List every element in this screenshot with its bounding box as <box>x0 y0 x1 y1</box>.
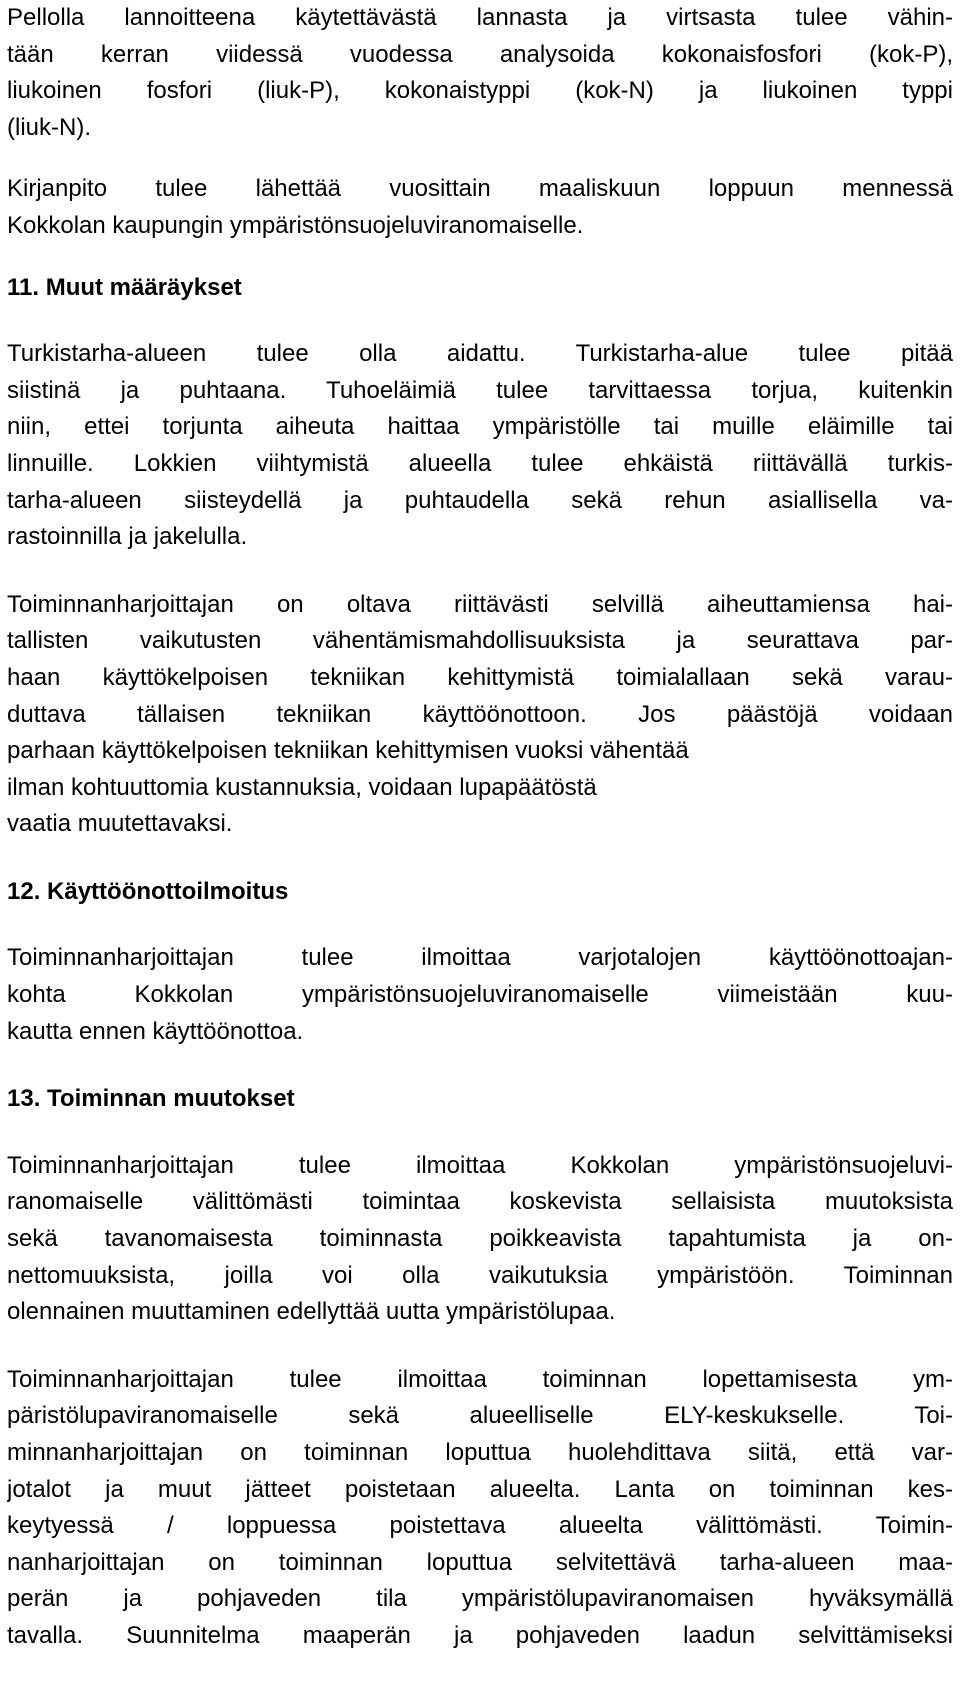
text-line: minnanharjoittajan on toiminnan loputtua huolehdittava siitä, että var- <box>7 1439 953 1466</box>
text-line: (liuk-N). <box>7 113 91 141</box>
text-line: tavalla. Suunnitelma maaperän ja pohjaveden laadun selvittämiseksi <box>7 1621 953 1649</box>
text-line: olennainen muuttaminen edellyttää uutta ympäristölupaa. <box>7 1298 616 1326</box>
paragraph-fencing-cleanliness <box>7 336 953 556</box>
text-line: Toiminnanharjoittajan tulee ilmoittaa varjotalojen käyttöönottoajan- <box>7 944 953 972</box>
paragraph-commissioning-notice <box>7 940 953 1050</box>
text-line: niin, ettei torjunta aiheuta haittaa ympäristölle tai muille eläimille tai <box>7 413 953 441</box>
text-line: keytyessä / loppuessa poistettava alueelta välittömästi. Toimin- <box>7 1512 953 1540</box>
text-line: Kokkolan kaupungin ympäristönsuojeluviranomaiselle. <box>7 211 584 239</box>
text-line: tään kerran viidessä vuodessa analysoida kokonaisfosfori (kok-P), <box>7 40 953 68</box>
text-line: perän ja pohjaveden tila ympäristölupaviranomaisen hyväksymällä <box>7 1585 953 1613</box>
paragraph-bookkeeping <box>7 171 953 244</box>
text-line: tarha-alueen siisteydellä ja puhtaudella sekä rehun asiallisella va- <box>7 486 953 514</box>
paragraph-manure-analysis <box>7 0 953 146</box>
text-line: kautta ennen käyttöönottoa. <box>7 1017 304 1045</box>
section-heading-12: 12. Käyttöönottoilmoitus <box>7 877 289 905</box>
text-line: vaatia muutettavaksi. <box>7 810 233 838</box>
text-line: nettomuuksista, joilla voi olla vaikutuksia ympäristöön. Toiminnan <box>7 1261 953 1289</box>
text-line: parhaan käyttökelpoisen tekniikan kehittymisen vuoksi vähentää <box>7 737 689 765</box>
text-line: Pellolla lannoitteena käytettävästä lannasta ja virtsasta tulee vähin- <box>7 4 953 31</box>
text-line: kohta Kokkolan ympäristönsuojeluviranomaiselle viimeistään kuu- <box>7 981 953 1009</box>
text-line: rastoinnilla ja jakelulla. <box>7 523 248 551</box>
section-heading-11: 11. Muut määräykset <box>7 273 242 301</box>
text-line: jotalot ja muut jätteet poistetaan alueelta. Lanta on toiminnan kes- <box>7 1475 953 1503</box>
paragraph-best-available-technique <box>7 587 953 843</box>
text-line: haan käyttökelpoisen tekniikan kehittymistä toimialallaan sekä varau- <box>7 663 953 691</box>
text-line: Toiminnanharjoittajan on oltava riittävästi selvillä aiheuttamiensa hai- <box>7 590 953 618</box>
text-line: Toiminnanharjoittajan tulee ilmoittaa Kokkolan ympäristönsuojeluvi- <box>7 1151 953 1179</box>
text-line: duttava tällaisen tekniikan käyttöönottoon. Jos päästöjä voidaan <box>7 700 953 728</box>
text-line: nanharjoittajan on toiminnan loputtua selvitettävä tarha-alueen maa- <box>7 1548 953 1576</box>
text-line: Kirjanpito tulee lähettää vuosittain maaliskuun loppuun mennessä <box>7 175 953 203</box>
text-line: liukoinen fosfori (liuk-P), kokonaistyppi (kok-N) ja liukoinen typpi <box>7 77 953 105</box>
paragraph-operation-changes <box>7 1148 953 1331</box>
paragraph-operation-termination <box>7 1362 953 1655</box>
text-line: tallisten vaikutusten vähentämismahdollisuuksista ja seurattava par- <box>7 627 953 655</box>
section-heading-13: 13. Toiminnan muutokset <box>7 1085 295 1113</box>
text-line: ranomaiselle välittömästi toimintaa koskevista sellaisista muutoksista <box>7 1188 953 1216</box>
text-line: sekä tavanomaisesta toiminnasta poikkeavista tapahtumista ja on- <box>7 1225 953 1253</box>
text-line: päristölupaviranomaiselle sekä alueelliselle ELY-keskukselle. Toi- <box>7 1402 953 1430</box>
text-line: ilman kohtuuttomia kustannuksia, voidaan lupapäätöstä <box>7 773 597 801</box>
text-line: Turkistarha-alueen tulee olla aidattu. Turkistarha-alue tulee pitää <box>7 340 953 368</box>
text-line: Toiminnanharjoittajan tulee ilmoittaa toiminnan lopettamisesta ym- <box>7 1365 953 1393</box>
text-line: siistinä ja puhtaana. Tuhoeläimiä tulee tarvittaessa torjua, kuitenkin <box>7 376 953 404</box>
text-line: linnuille. Lokkien viihtymistä alueella tulee ehkäistä riittävällä turkis- <box>7 449 953 477</box>
